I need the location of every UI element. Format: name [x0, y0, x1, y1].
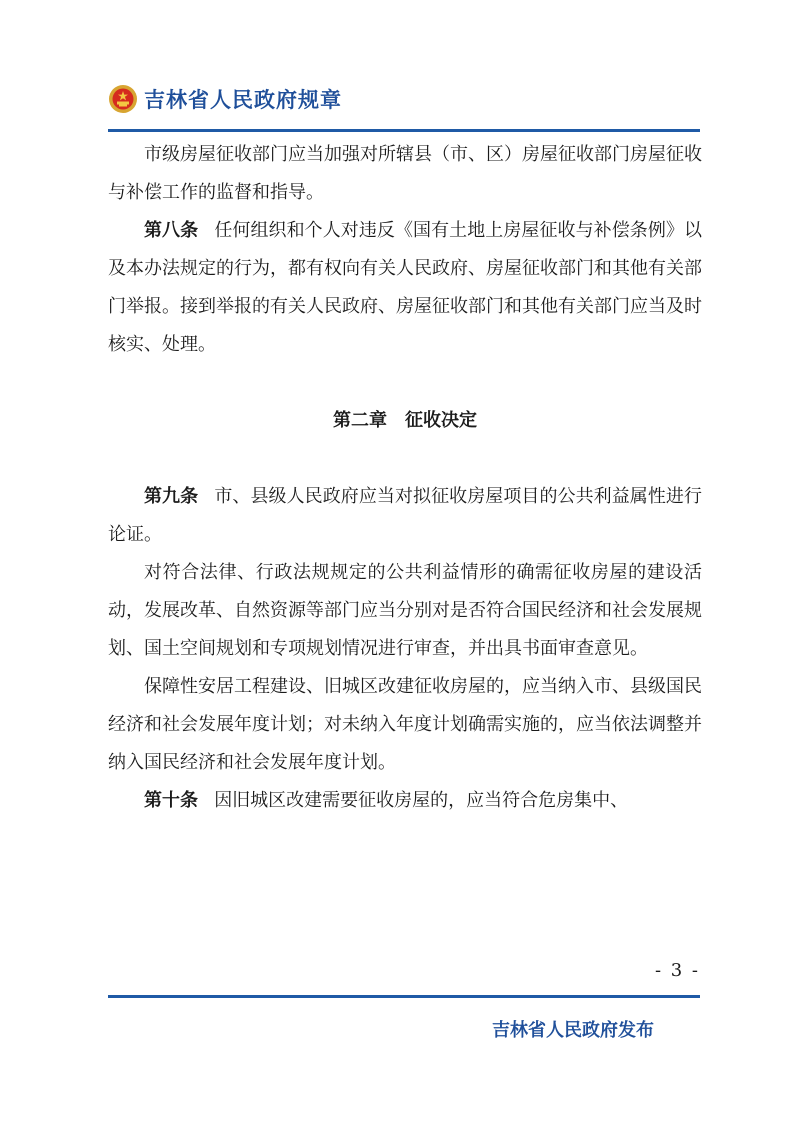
article-9-paragraph-2: 对符合法律、行政法规规定的公共利益情形的确需征收房屋的建设活动，发展改革、自然资源等部门应当分别对是否符合国民经济和社会发展规划、国土空间规划和专项规划情况进行审查，并出具书面审查意见。	[108, 562, 702, 659]
article-8-label: 第八条	[144, 220, 199, 241]
footer-title: 吉林省人民政府发布	[492, 1020, 654, 1041]
article-8	[108, 212, 702, 364]
national-emblem-icon	[108, 84, 138, 114]
article-10	[108, 782, 702, 820]
article-9	[108, 478, 702, 554]
document-body	[108, 136, 702, 820]
page-header	[108, 84, 342, 114]
article-8-text: 任何组织和个人对违反《国有土地上房屋征收与补偿条例》以及本办法规定的行为，都有权向有关人民政府、房屋征收部门和其他有关部门举报。接到举报的有关人民政府、房屋征收部门和其他有关部门应当及时核实、处理。	[108, 220, 702, 355]
paragraph-supervision: 市级房屋征收部门应当加强对所辖县（市、区）房屋征收部门房屋征收与补偿工作的监督和指导。	[108, 144, 702, 203]
chapter-heading: 第二章 征收决定	[333, 410, 477, 431]
footer-divider	[108, 995, 700, 998]
article-9-text: 市、县级人民政府应当对拟征收房屋项目的公共利益属性进行论证。	[108, 486, 702, 545]
article-10-text: 因旧城区改建需要征收房屋的，应当符合危房集中、	[214, 790, 629, 811]
header-divider	[108, 129, 700, 132]
article-9-paragraph-3: 保障性安居工程建设、旧城区改建征收房屋的，应当纳入市、县级国民经济和社会发展年度计划；对未纳入年度计划确需实施的，应当依法调整并纳入国民经济和社会发展年度计划。	[108, 676, 702, 773]
article-9-label: 第九条	[144, 486, 199, 507]
article-10-label: 第十条	[144, 790, 198, 811]
page-number: - 3 -	[654, 960, 700, 981]
header-title: 吉林省人民政府规章	[144, 88, 342, 112]
